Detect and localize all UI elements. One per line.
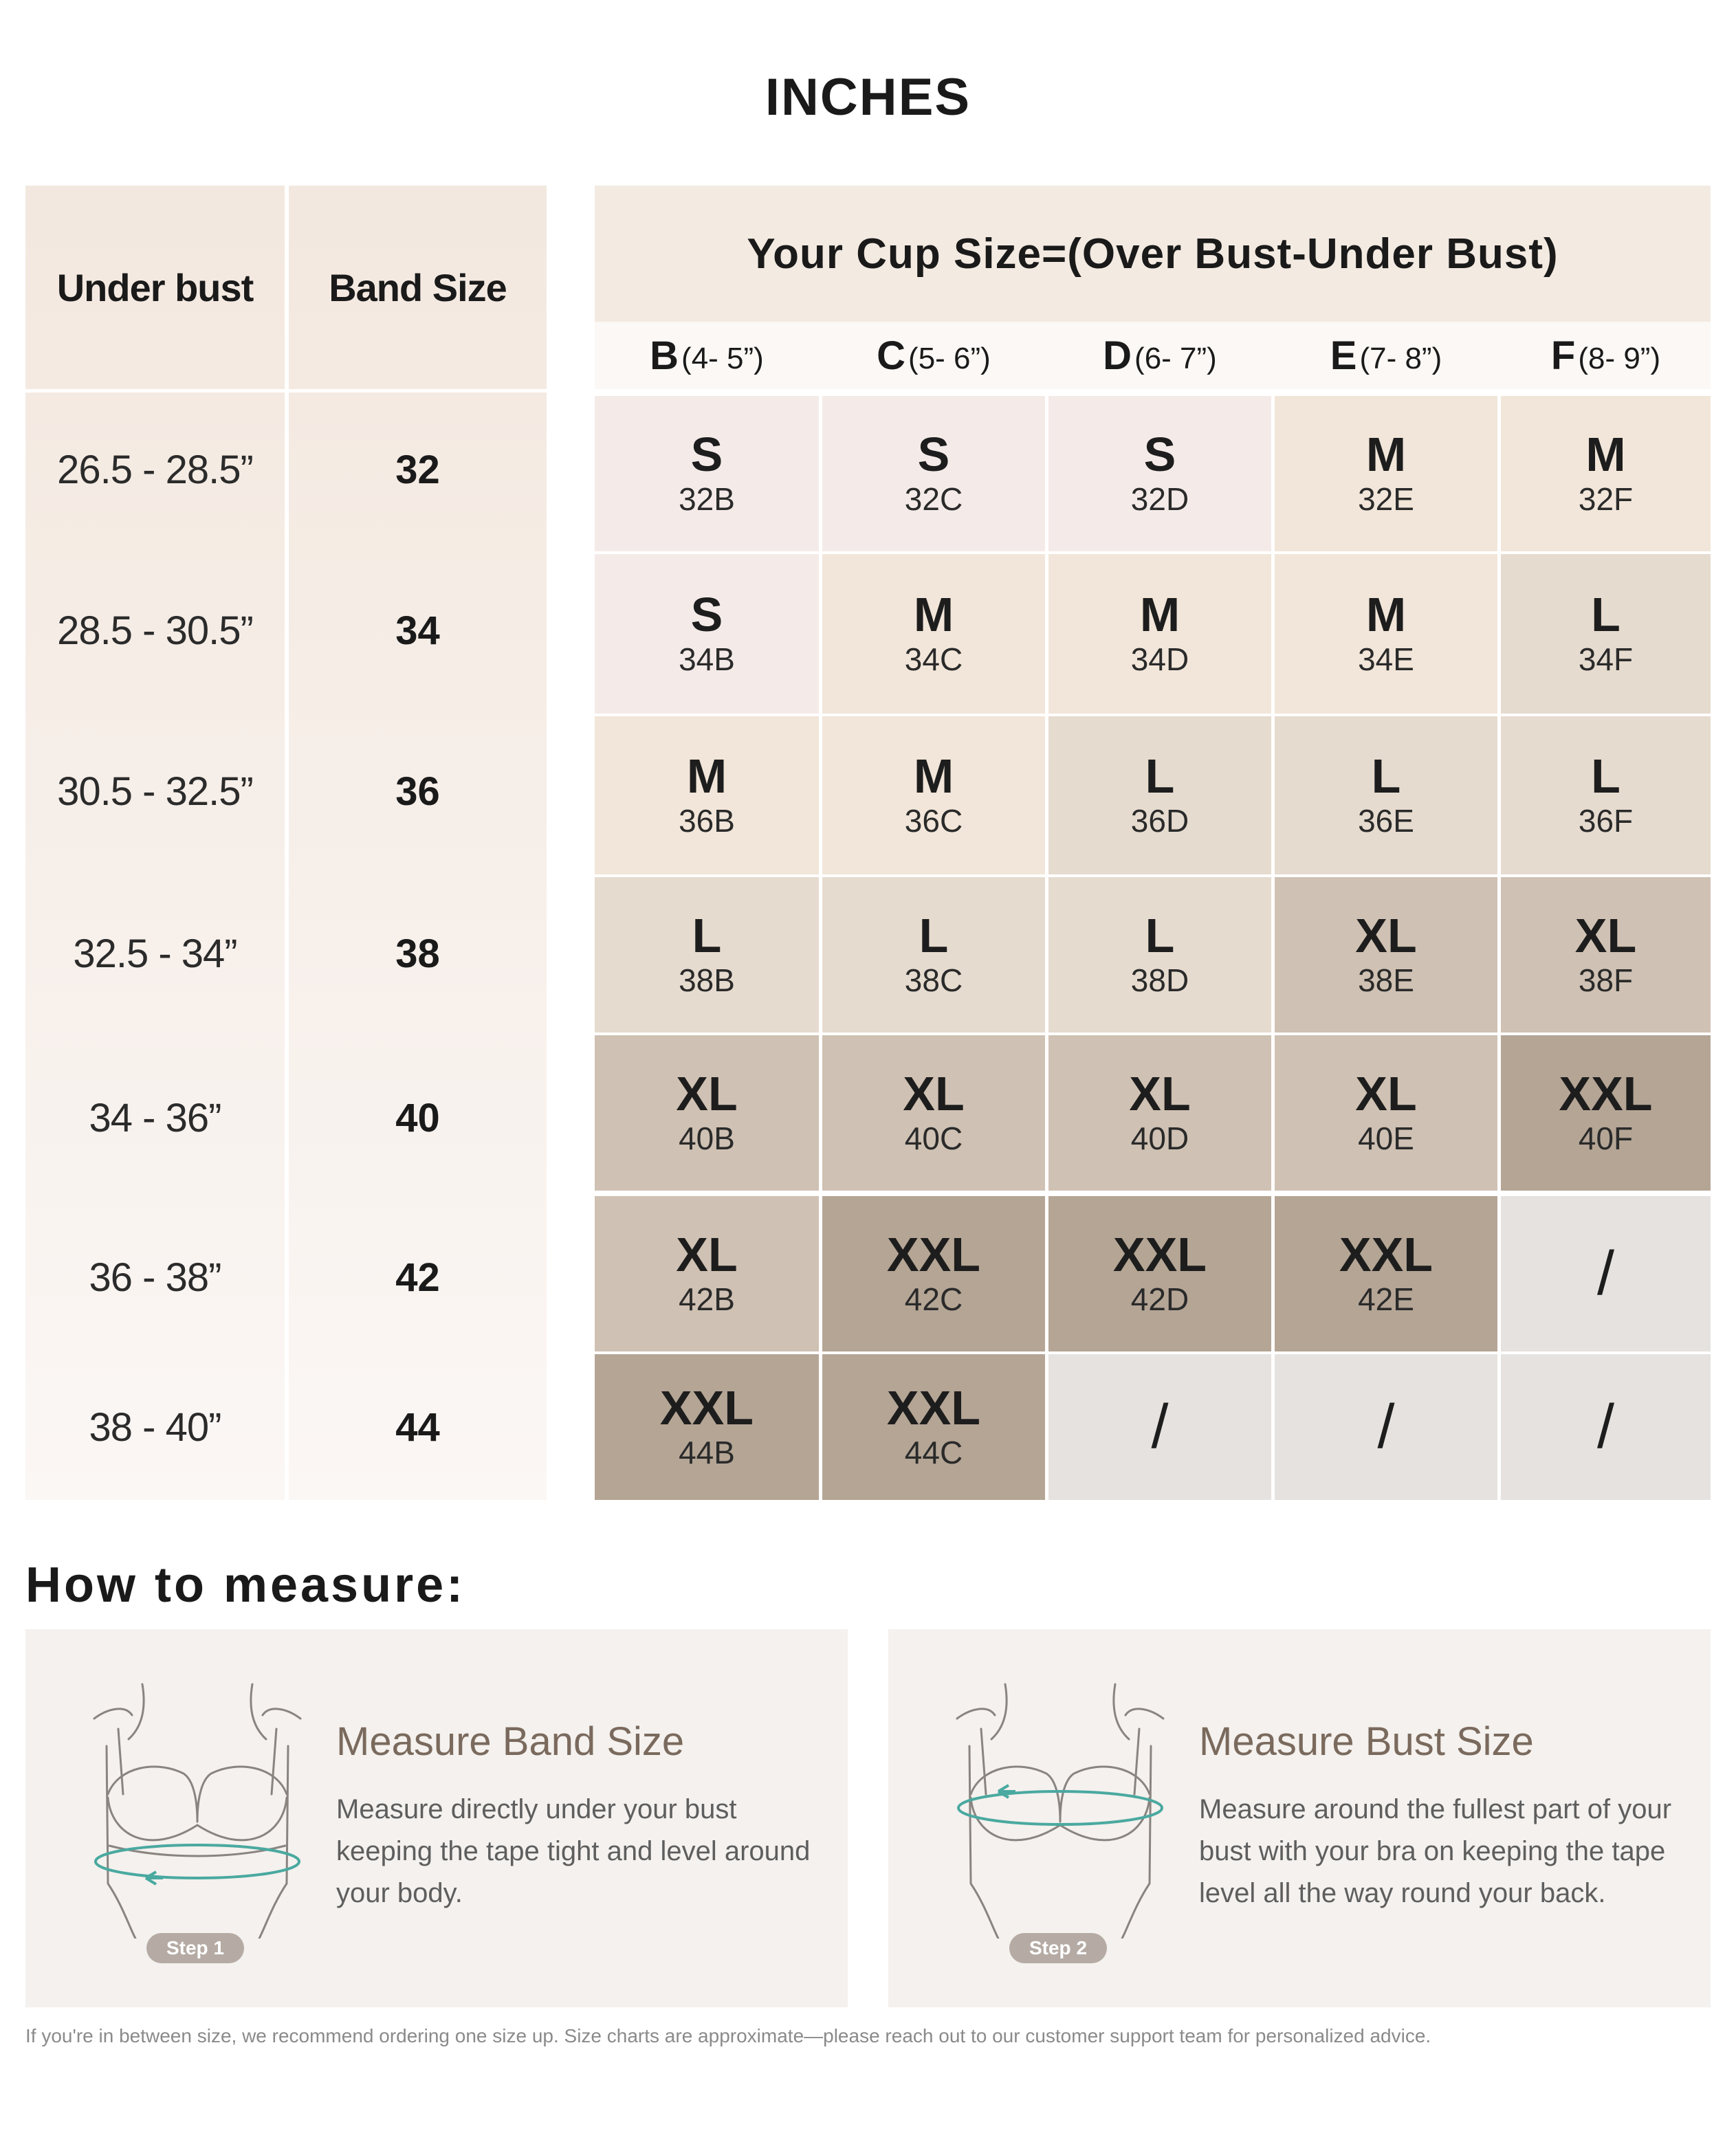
bra-size-code: 38C	[904, 962, 963, 998]
under-bust-value: 36 - 38”	[89, 1255, 221, 1300]
cup-range: (7- 8”)	[1359, 342, 1442, 375]
bra-size-code: 38D	[1130, 962, 1189, 998]
under-bust-value: 32.5 - 34”	[73, 931, 237, 976]
size-cell	[1501, 554, 1711, 714]
cup-column-e	[1275, 322, 1497, 389]
under-bust-value: 34 - 36”	[89, 1095, 221, 1140]
size-cell	[595, 877, 819, 1033]
band-size-value: 38	[395, 931, 440, 976]
cup-letter: E	[1330, 333, 1357, 378]
bra-size-code: 42E	[1358, 1281, 1414, 1317]
step-2-badge: Step 2	[1009, 1933, 1107, 1963]
size-row	[25, 1354, 547, 1500]
bust-size-card	[888, 1629, 1711, 2007]
size-letter: S	[1143, 428, 1176, 481]
size-row	[25, 389, 547, 550]
band-card-body: Measure directly under your bust keeping the tape tight and level around your body.	[336, 1794, 811, 1908]
size-letter: M	[686, 749, 727, 803]
bra-size-code: 40D	[1130, 1120, 1189, 1156]
band-size-card	[25, 1629, 848, 2007]
size-cell	[822, 1196, 1045, 1351]
band-size-value: 32	[395, 447, 440, 492]
cup-column-f	[1501, 322, 1711, 389]
page-title: INCHES	[765, 68, 971, 126]
size-cell	[1501, 1035, 1711, 1191]
bra-size-code: 34C	[904, 641, 963, 677]
size-row	[25, 550, 547, 711]
size-letter: XXL	[1559, 1067, 1653, 1120]
cup-letter: C	[877, 333, 906, 378]
bust-card-title: Measure Bust Size	[1199, 1719, 1534, 1764]
size-row	[25, 1200, 547, 1354]
bra-bust-measure-illustration	[943, 1677, 1177, 1939]
size-cell	[822, 1354, 1045, 1500]
band-size-value: 36	[395, 769, 440, 814]
bra-size-code: 38F	[1578, 962, 1634, 998]
cup-column-c	[822, 322, 1045, 389]
size-cell	[1275, 877, 1497, 1033]
bra-size-code: 36D	[1130, 803, 1189, 839]
under-bust-header: Under bust	[56, 265, 254, 309]
bra-size-code: 36E	[1358, 803, 1414, 839]
unavailable-cell	[1048, 1354, 1271, 1500]
size-cell	[595, 1354, 819, 1500]
cup-letter: F	[1550, 333, 1576, 378]
bra-size-code: 44B	[679, 1435, 735, 1470]
bra-size-code: 32C	[904, 481, 963, 517]
size-letter: M	[913, 749, 954, 803]
size-letter: L	[1371, 749, 1401, 803]
band-size-value: 40	[395, 1095, 440, 1140]
size-cell	[1275, 554, 1497, 714]
bra-size-code: 34F	[1578, 641, 1634, 677]
size-cell	[595, 554, 819, 714]
size-letter: XL	[676, 1067, 738, 1120]
unavailable-mark: /	[1151, 1392, 1169, 1461]
bra-size-code: 36F	[1578, 803, 1634, 839]
size-cell	[595, 396, 819, 551]
cup-range: (5- 6”)	[908, 342, 991, 375]
bra-size-code: 38E	[1358, 962, 1414, 998]
size-cell	[1048, 716, 1271, 874]
size-row	[25, 1035, 547, 1200]
size-letter: XL	[1355, 909, 1417, 962]
size-letter: L	[1591, 588, 1620, 641]
unavailable-mark: /	[1596, 1392, 1614, 1461]
under-bust-value: 30.5 - 32.5”	[57, 769, 253, 814]
cup-range: (8- 9”)	[1578, 342, 1661, 375]
size-cell	[1275, 396, 1497, 551]
cup-letter: B	[650, 333, 679, 378]
size-letter: L	[919, 909, 949, 962]
size-cell	[1275, 716, 1497, 874]
bra-size-code: 40E	[1358, 1120, 1414, 1156]
size-cell	[1048, 1035, 1271, 1191]
under-bust-value: 26.5 - 28.5”	[57, 447, 253, 492]
size-letter: S	[690, 588, 723, 641]
band-size-value: 42	[395, 1255, 440, 1300]
size-cell	[1501, 716, 1711, 874]
size-letter: XXL	[886, 1228, 981, 1281]
size-letter: M	[1365, 588, 1407, 641]
bra-size-code: 36C	[904, 803, 963, 839]
size-cell	[595, 1196, 819, 1351]
size-cell	[1048, 1196, 1271, 1351]
size-letter: XXL	[1112, 1228, 1207, 1281]
band-card-title: Measure Band Size	[336, 1719, 685, 1764]
cup-column-b	[595, 322, 819, 389]
cup-size-header: Your Cup Size=(Over Bust-Under Bust)	[595, 186, 1711, 322]
size-letter: XXL	[886, 1381, 981, 1435]
under-bust-value: 38 - 40”	[89, 1404, 221, 1450]
bra-size-code: 32D	[1130, 481, 1189, 517]
size-letter: L	[692, 909, 722, 962]
size-cell	[822, 396, 1045, 551]
size-letter: S	[690, 428, 723, 481]
size-cell	[822, 1035, 1045, 1191]
bra-size-code: 42C	[904, 1281, 963, 1317]
size-letter: L	[1145, 909, 1175, 962]
cup-size-table	[595, 186, 1711, 1500]
size-letter: M	[1139, 588, 1180, 641]
bra-size-code: 42B	[679, 1281, 735, 1317]
under-bust-band-table	[25, 186, 547, 1500]
size-letter: XL	[903, 1067, 965, 1120]
cup-columns-row	[595, 322, 1711, 389]
size-letter: XL	[676, 1228, 738, 1281]
bra-size-code: 42D	[1130, 1281, 1189, 1317]
size-cell	[595, 716, 819, 874]
size-cell	[822, 716, 1045, 874]
size-cell	[1501, 877, 1711, 1033]
bra-size-code: 34B	[679, 641, 735, 677]
size-letter: M	[1365, 428, 1407, 481]
size-cell	[1048, 877, 1271, 1033]
how-to-measure-title: How to measure:	[25, 1558, 466, 1613]
size-letter: L	[1145, 749, 1175, 803]
size-row	[25, 872, 547, 1035]
size-row	[25, 711, 547, 872]
bra-size-code: 32B	[679, 481, 735, 517]
bra-band-measure-illustration	[80, 1677, 314, 1939]
bra-size-code: 32F	[1578, 481, 1634, 517]
cup-letter: D	[1103, 333, 1132, 378]
cup-column-d	[1048, 322, 1271, 389]
size-advice-footnote: If you're in between size, we recommend ordering one size up. Size charts are approximate—please reach out to our customer support team for personalized advice.	[25, 2025, 1431, 2046]
size-letter: XL	[1129, 1067, 1191, 1120]
size-cell	[822, 877, 1045, 1033]
unavailable-mark: /	[1377, 1392, 1395, 1461]
cup-range: (6- 7”)	[1134, 342, 1217, 375]
bra-size-code: 38B	[679, 962, 735, 998]
size-letter: XL	[1355, 1067, 1417, 1120]
unavailable-cell	[1501, 1354, 1711, 1500]
unavailable-mark: /	[1596, 1239, 1614, 1308]
size-cell	[1275, 1035, 1497, 1191]
size-cell	[822, 554, 1045, 714]
bra-size-code: 34D	[1130, 641, 1189, 677]
under-bust-value: 28.5 - 30.5”	[57, 608, 253, 653]
unavailable-cell	[1501, 1196, 1711, 1351]
step-1-badge: Step 1	[146, 1933, 244, 1963]
size-cell	[1048, 396, 1271, 551]
size-cell	[1275, 1196, 1497, 1351]
bra-size-code: 40F	[1578, 1120, 1634, 1156]
size-letter: M	[1585, 428, 1626, 481]
size-letter: M	[913, 588, 954, 641]
size-letter: XXL	[659, 1381, 754, 1435]
size-letter: XL	[1574, 909, 1637, 962]
bra-size-code: 44C	[904, 1435, 963, 1470]
size-letter: XXL	[1339, 1228, 1433, 1281]
band-size-header: Band Size	[329, 265, 507, 309]
size-cell	[1501, 396, 1711, 551]
size-cell	[595, 1035, 819, 1191]
size-letter: L	[1591, 749, 1620, 803]
band-size-value: 34	[395, 608, 440, 653]
bra-size-code: 40C	[904, 1120, 963, 1156]
size-cell	[1048, 554, 1271, 714]
bra-size-code: 32E	[1358, 481, 1414, 517]
bra-size-code: 34E	[1358, 641, 1414, 677]
bra-size-code: 40B	[679, 1120, 735, 1156]
size-letter: S	[917, 428, 950, 481]
bra-size-code: 36B	[679, 803, 735, 839]
cup-range: (4- 5”)	[681, 342, 764, 375]
unavailable-cell	[1275, 1354, 1497, 1500]
band-size-value: 44	[395, 1404, 440, 1450]
bust-card-body: Measure around the fullest part of your bust with your bra on keeping the tape level all the way round your back.	[1199, 1794, 1672, 1908]
